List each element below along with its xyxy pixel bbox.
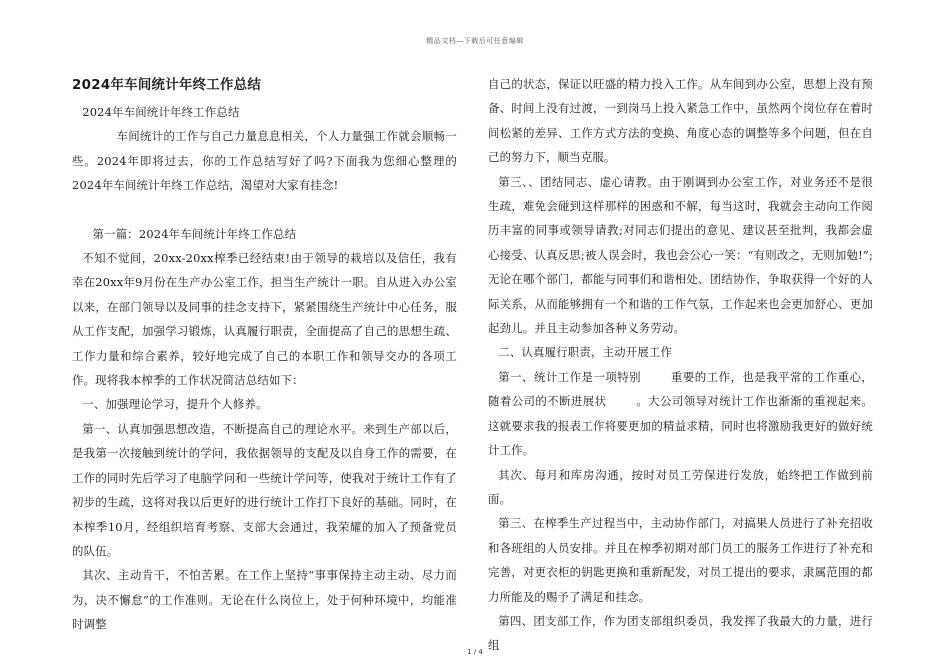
paragraph-6 <box>488 365 873 463</box>
left-column <box>72 72 457 637</box>
page-number: 1 / 4 <box>467 648 483 656</box>
paragraph-8: 第三、在榨季生产过程当中，主动协作部门，对搞果人员进行了补充招收和各班组的人员安排。并且在榨季初期对部门员工的服务工作进行了补充和完善，对更衣柜的钥匙更换和重新配发，对员工提出的要求，隶属范围的都力所能及的赐予了满足和挂念。 <box>488 516 873 604</box>
paragraph-4: 自己的状态，保证以旺盛的精力投入工作。从车间到办公室，思想上没有预备、时间上没有过渡，一到岗马上投入紧急工作中，虽然两个岗位存在着时间松紧的差异、工作方式方法的变换、角度心态的调整等多个问题，但在自己的努力下，顺当克服。 <box>488 77 873 165</box>
chapter-heading: 第一篇：2024年车间统计年终工作总结 <box>92 226 297 241</box>
paragraph-9: 第四、团支部工作，作为团支部组织委员，我发挥了我最大的力量，进行组 <box>488 613 873 653</box>
paragraph-6-part-a: 第一、统计工作是一项特别 <box>498 369 642 384</box>
document-subtitle: 2024年车间统计年终工作总结 <box>82 105 240 119</box>
page-header: 精品文档—下载后可任意编辑 <box>426 37 524 45</box>
section-heading-1: 一、加强理论学习，提升个人修养。 <box>82 397 268 412</box>
intro-paragraph: 车间统计的工作与自己力量息息相关，个人力量强工作就会顺畅一些。2024年即将过去，你的工作总结写好了吗?下面我为您细心整理的2024年车间统计年终工作总结，渴望对大家有挂念! <box>72 129 457 193</box>
paragraph-3: 其次、主动肯干，不怕苦累。在工作上坚持“事事保持主动主动、尽力而为，决不懈怠”的工作准则。无论在什么岗位上，处于何种环境中，均能准时调整 <box>72 568 457 632</box>
paragraph-6-part-b: 重要的工作，也是我平常的工作重心，随着公司的不断进展状 <box>488 369 873 409</box>
document-title: 2024年车间统计年终工作总结 <box>72 78 262 93</box>
section-heading-2: 二、认真履行职责，主动开展工作 <box>498 345 673 360</box>
paragraph-7: 其次、每月和库房沟通，按时对员工劳保进行发放，始终把工作做到前面。 <box>488 467 873 506</box>
right-column <box>488 72 873 658</box>
paragraph-1: 不知不觉间，20xx-20xx榨季已经结束!由于领导的栽培以及信任，我有幸在20xx年9月份在生产办公室工作，担当生产统计一职。自从进入办公室以来，在部门领导以及同事的挂念支持下，紧紧围绕生产统计中心任务，服从工作支配，加强学习锻炼，认真履行职责，全面提高了自己的思想生疏、工作力量和综合素养，较好地完成了自己的本职工作和领导交办的各项工作。现将我本榨季的工作状况简洁总结如下： <box>72 251 457 388</box>
paragraph-5: 第三、、团结同志、虚心请教。由于刚调到办公室工作，对业务还不是很生疏，难免会碰到这样那样的困惑和不解，每当这时，我就会主动向工作阅历丰富的同事或领导请教;对同志们提出的意见、建议甚至批判，我都会虚心接受、认真反思;被人误会时，我也会公心一笑：“有则改之，无则加勉!”;无论在哪个部门，都能与同事们和谐相处、团结协作，争取获得一个好的人际关系，从而能够拥有一个和谐的工作气氛，工作起来也会更加舒心、更加起劲儿。并且主动参加各种义务劳动。 <box>488 174 873 336</box>
paragraph-2: 第一、认真加强思想改造，不断提高自己的理论水平。来到生产部以后，是我第一次接触到统计的学问，我依据领导的支配及以自身工作的需要，在工作的同时先后学习了电脑学问和一些统计学问等，使我对于统计工作有了初步的生疏，这将对我以后更好的进行统计工作打下良好的基础。同时，在本榨季10月，经组织培育考察、支部大会通过，我荣耀的加入了预备党员的队伍。 <box>72 421 457 558</box>
paragraph-6-part-c: 。大公司领导对统计工作也渐渐的重视起来。这就要求我的报表工作将要更加的精益求精，同时也将激励我更好的做好统计工作。 <box>488 394 873 458</box>
blank-line <box>72 198 457 222</box>
